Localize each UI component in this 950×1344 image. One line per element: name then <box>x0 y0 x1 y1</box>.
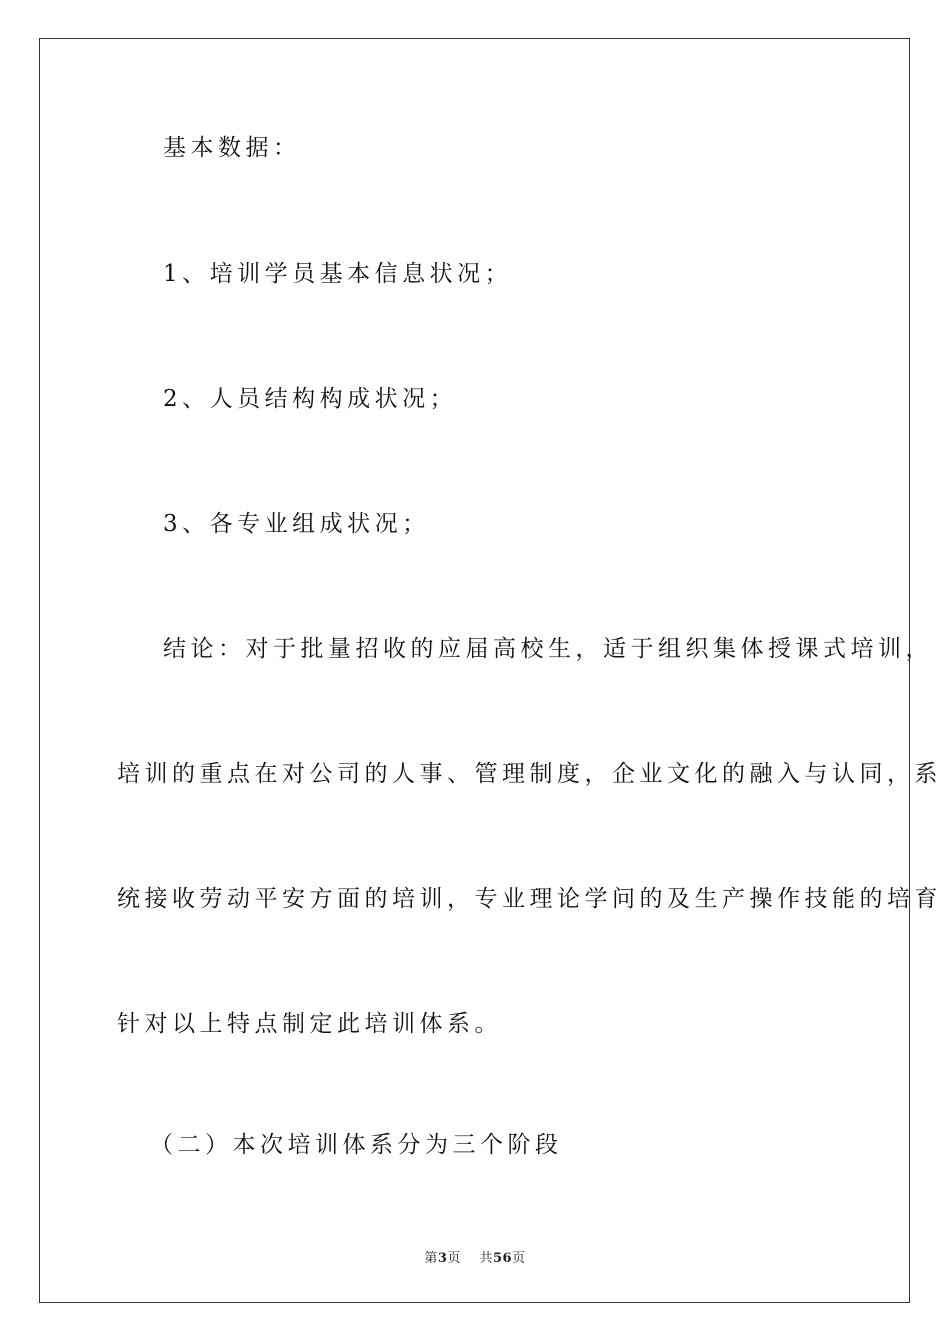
page-suffix: 页 <box>447 1251 461 1266</box>
section-heading-three-stages: （二）本次培训体系分为三个阶段 <box>150 1132 563 1158</box>
list-item: 3、各专业组成状况； <box>163 511 430 537</box>
conclusion-paragraph-line: 结论：对于批量招收的应届高校生，适于组织集体授课式培训， <box>163 636 933 662</box>
conclusion-paragraph-line: 统接收劳动平安方面的培训，专业理论学问的及生产操作技能的培育 <box>117 886 942 912</box>
page-footer <box>0 1247 950 1266</box>
total-suffix: 页 <box>512 1251 526 1266</box>
page-prefix: 第 <box>424 1251 438 1266</box>
section-heading-basic-data: 基本数据： <box>163 135 301 161</box>
total-pages-number: 56 <box>493 1251 513 1266</box>
list-item: 1、培训学员基本信息状况； <box>163 261 513 287</box>
conclusion-paragraph-line: 针对以上特点制定此培训体系。 <box>117 1011 502 1037</box>
current-page-number: 3 <box>437 1251 448 1266</box>
conclusion-paragraph-line: 培训的重点在对公司的人事、管理制度，企业文化的融入与认同，系 <box>117 761 942 787</box>
page-border <box>39 38 910 1303</box>
list-item: 2、人员结构构成状况； <box>163 386 458 412</box>
total-prefix: 共 <box>479 1251 493 1266</box>
